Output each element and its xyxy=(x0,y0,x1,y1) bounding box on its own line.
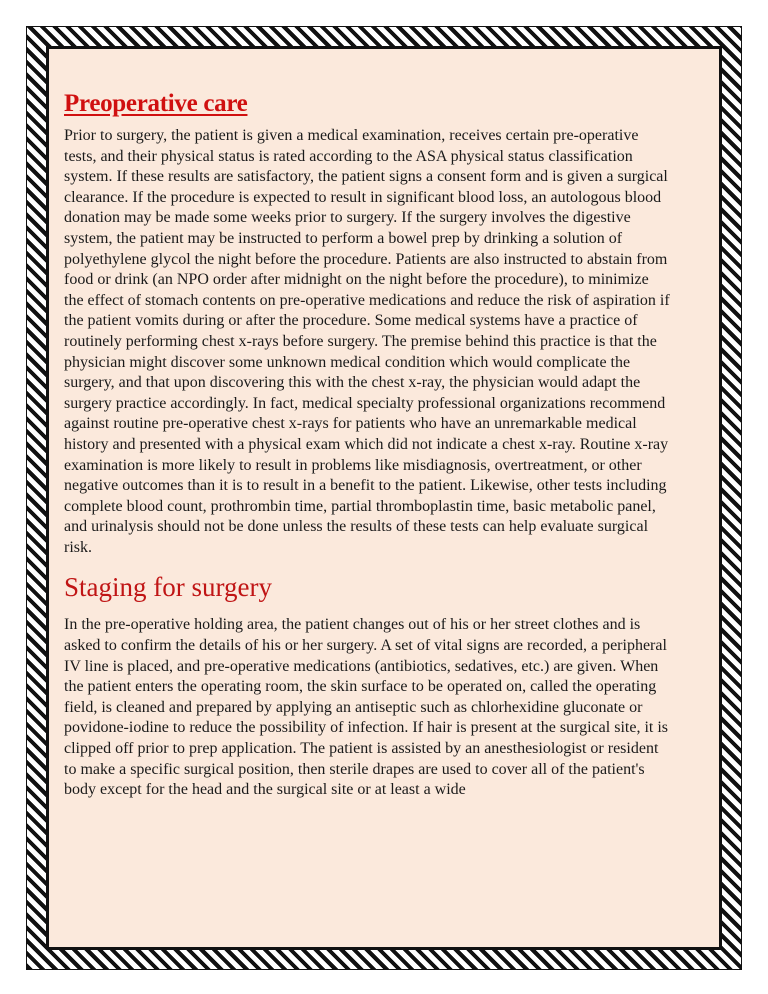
section-paragraph-preoperative-care: Prior to surgery, the patient is given a medical examination, receives certain pre-operative tests, and their physical status is rated according to the ASA physical status classification system. If these results are satisfactory, the patient signs a consent form and is given a surgical clearance. If the procedure is expected to result in significant blood loss, an autologous blood donation may be made some weeks prior to surgery. If the surgery involves the digestive system, the patient may be instructed to perform a bowel prep by drinking a solution of polyethylene glycol the night before the procedure. Patients are also instructed to abstain from food or drink (an NPO order after midnight on the night before the procedure), to minimize the effect of stomach contents on pre-operative medications and reduce the risk of aspiration if the patient vomits during or after the procedure. Some medical systems have a practice of routinely performing chest x-rays before surgery. The premise behind this practice is that the physician might discover some unknown medical condition which would complicate the surgery, and that upon discovering this with the chest x-ray, the physician would adapt the surgery practice accordingly. In fact, medical specialty professional organizations recommend against routine pre-operative chest x-rays for patients who have an unremarkable medical history and presented with a physical exam which did not indicate a chest x-ray. Routine x-ray examination is more likely to result in problems like misdiagnosis, overtreatment, or other negative outcomes than it is to result in a benefit to the patient. Likewise, other tests including complete blood count, prothrombin time, partial thromboplastin time, basic metabolic panel, and urinalysis should not be done unless the results of these tests can help evaluate surgical risk. xyxy=(64,127,670,556)
section-paragraph-staging-for-surgery: In the pre-operative holding area, the patient changes out of his or her street clothes and is asked to confirm the details of his or her surgery. A set of vital signs are recorded, a peripheral IV line is placed, and pre-operative medications (antibiotics, sedatives, etc.) are given. When the patient enters the operating room, the skin surface to be operated on, called the operating field, is cleaned and prepared by applying an antiseptic such as chlorhexidine gluconate or povidone-iodine to reduce the possibility of infection. If hair is present at the surgical site, it is clipped off prior to prep application. The patient is assisted by an anesthesiologist or resident to make a specific surgical position, then sterile drapes are used to cover all of the patient's body except for the head and the surgical site or at least a wide xyxy=(64,616,669,799)
document-content xyxy=(64,90,672,801)
section-heading-preoperative-care: Preoperative care xyxy=(64,90,248,117)
section-heading-staging-for-surgery: Staging for surgery xyxy=(64,572,272,603)
